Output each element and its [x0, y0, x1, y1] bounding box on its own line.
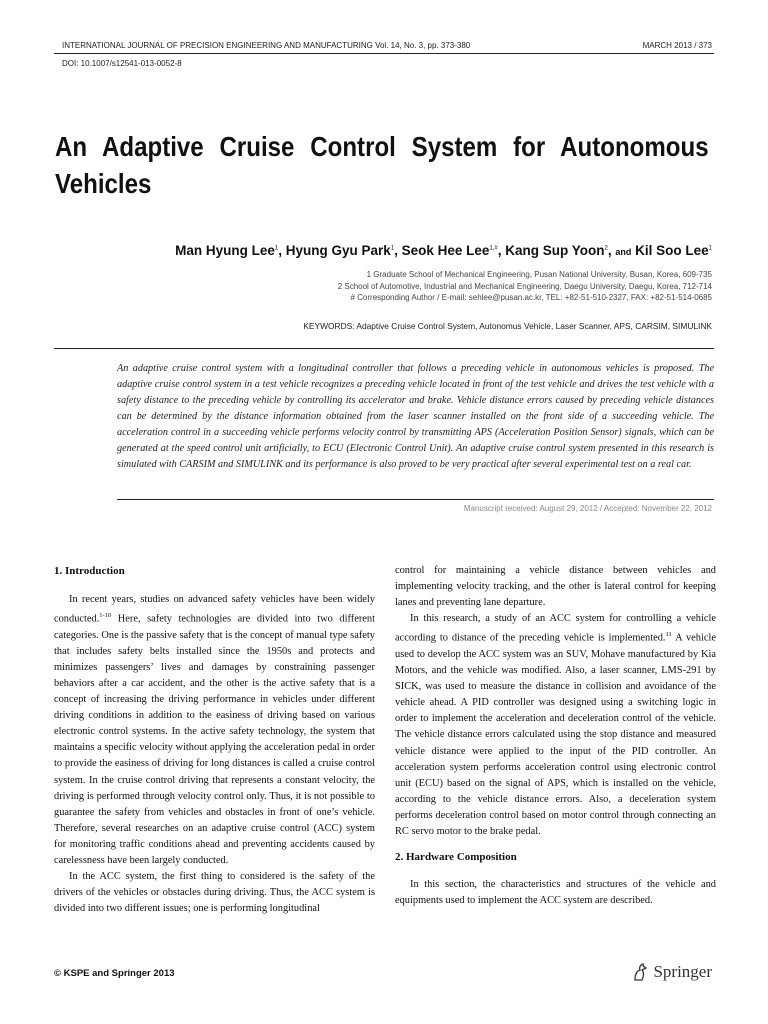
citation[interactable]: 1-10 [99, 612, 112, 620]
journal-info: INTERNATIONAL JOURNAL OF PRECISION ENGINEERING AND MANUFACTURING Vol. 14, No. 3, pp. 373-380 [62, 41, 471, 50]
header-rule [54, 53, 714, 54]
citation[interactable]: 11 [665, 631, 672, 639]
springer-horse-icon [631, 962, 649, 982]
corresponding-author: # Corresponding Author / E-mail: sehlee@pusan.ac.kr, TEL: +82-51-510-2327, FAX: +82-51-514-0685 [350, 293, 712, 302]
and-word: and [615, 247, 632, 257]
keywords: KEYWORDS: Adaptive Cruise Control System, Autonomus Vehicle, Laser Scanner, APS, CARSIM, SIMULINK [303, 321, 712, 331]
affiliation-2: 2 School of Automotive, Industrial and Mechanical Engineering, Daegu University, Daegu, Korea, 712-714 [337, 281, 712, 291]
affiliation-1: 1 Graduate School of Mechanical Engineering, Pusan National University, Busan, Korea, 609-735 [366, 270, 712, 279]
running-header [62, 41, 712, 50]
paragraph: In recent years, studies on advanced safety vehicles have been widely conducted.$^{1-10}$ Here, safety technologies are divided into two different categories. One is the passive safety that is the concept of manual type safety that includes safety belts installed since the 1950s and protects and minimizes passengers’ lives and damages by constraining passenger behaviors after a car accident, and the other is the active safety that is a concept of increasing the driving performance in vehicles under different driving conditions in addition to the easiness of driving based on various electronic control systems. In the active safety technology, the system that maintains a specific velocity without applying the acceleration pedal in order to provide the easiness of driving for long distances is called a cruise control system. In the cruise control driving that represents a constant velocity, the driving is performed through velocity control only. Thus, it is not possible to guarantee the safety from vehicles and obstacles in front of one’s vehicle. Therefore, several researches on an adaptive cruise control (ACC) system for monitoring traffic conditions ahead and preventing accidents caused by carelessness have been largely conducted. [54, 594, 375, 866]
manuscript-dates: Manuscript received: August 29, 2012 / Accepted: November 22, 2012 [463, 504, 712, 513]
abstract-top-rule [54, 348, 714, 349]
doi[interactable]: DOI: 10.1007/s12541-013-0052-8 [62, 59, 182, 68]
author-list: Man Hyung Lee$^1$, Hyung Gyu Park$^1$, Seok Hee Lee$^{1,\#}$, Kang Sup Yoon$^2$, and Kil Soo Lee$^1$ [175, 243, 712, 258]
author-name: Kang Sup Yoon [505, 243, 605, 258]
right-column [395, 563, 716, 909]
author-name: Seok Hee Lee [401, 243, 490, 258]
abstract-bottom-rule [117, 499, 714, 500]
author-name: Kil Soo Lee [635, 243, 709, 258]
paper-title: An Adaptive Cruise Control System for Autonomous Vehicles [55, 131, 709, 199]
publisher-name: Springer [653, 962, 712, 981]
paragraph: In the ACC system, the first thing to considered is the safety of the drivers of the vehicles or obstacles during driving. Thus, the ACC system is divided into two different issues; one is performing longitudinal [54, 871, 375, 915]
abstract: An adaptive cruise control system with a longitudinal controller that follows a preceding vehicle in autonomous vehicles is proposed. The adaptive cruise control system in a test vehicle recognizes a preceding vehicle located in front of the test vehicle and drives the test vehicle with a safety distance to the preceding vehicle by controlling its accelerator and brake. Vehicle distance errors caused by preceding vehicle distances can be determined by the distance information obtained from the laser scanner installed on the front side of a succeeding vehicle. The acceleration control in a succeeding vehicle performs velocity control by transmitting APS (Acceleration Position Sensor) signals, which can be generated at the speed control unit artificially, to ECU (Electronic Control Unit). An adaptive cruise control system presented in this research is simulated with CARSIM and SIMULINK and its performance is also proved to be very practical after several experimental test on a real car. [117, 363, 714, 470]
author-name: Hyung Gyu Park [285, 243, 391, 258]
date-page: MARCH 2013 / 373 [642, 41, 712, 50]
section-heading: 1. Introduction [54, 565, 125, 577]
copyright: © KSPE and Springer 2013 [54, 968, 175, 979]
author-name: Man Hyung Lee [175, 243, 275, 258]
publisher-logo [631, 962, 712, 982]
section-heading: 2. Hardware Composition [395, 851, 517, 864]
affiliations [338, 269, 712, 304]
paragraph: In this section, the characteristics and structures of the vehicle and equipments used to implement the ACC system are described. [395, 879, 716, 907]
left-column [54, 563, 375, 917]
paragraph: In this research, a study of an ACC system for controlling a vehicle according to distance of the preceding vehicle is implemented.$^{11}$ A vehicle used to develop the ACC system was an SUV, Mohave manufactured by Kia Motors, and the vehicle was modified. Also, a laser scanner, LMS-291 by SICK, was used to measure the distance in collision and avoidance of the vehicle ahead. A PID controller was designed using a switching logic in order to implement the acceleration and deceleration control of the vehicle. The vehicle distance errors calculated using the stop distance and measured vehicle distance were applied to the input of the PID controller. An acceleration system performs acceleration control using electronic control unit (ECU) based on the signal of APS, which is installed on the vehicle, according to the vehicle distance errors. Also, a deceleration system performs deceleration control based on motor control through connecting an RC servo motor to the brake pedal. [395, 613, 716, 837]
paragraph: control for maintaining a vehicle distance between vehicles and implementing velocity tracking, and the other is lateral control for keeping lanes and preventing lane departure. [395, 565, 716, 609]
